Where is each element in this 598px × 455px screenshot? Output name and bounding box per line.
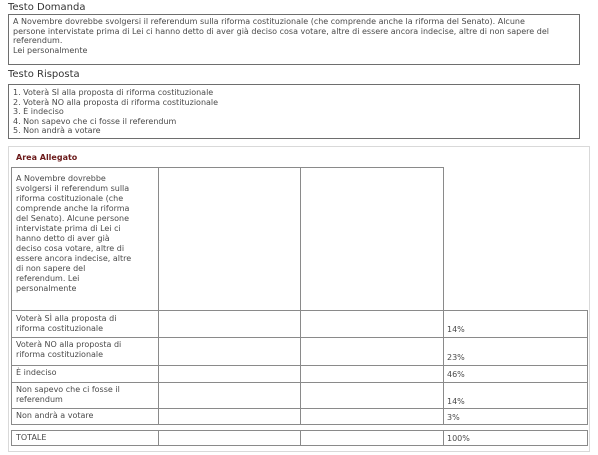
row-percent: 3% — [447, 413, 460, 422]
empty-cell — [158, 167, 301, 311]
empty-cell — [158, 382, 301, 409]
empty-cell — [300, 310, 444, 338]
answer-box — [8, 84, 580, 139]
answer-option: 3. È indeciso — [13, 107, 64, 116]
question-line: persone intervistate prima di Lei ci hanno detto di aver già deciso cosa votare, altre di essere ancora indecise, altre di non sapere del — [13, 26, 549, 36]
row-label: Non andrà a votare — [16, 411, 94, 420]
attachment-title: Area Allegato — [16, 153, 78, 162]
empty-cell — [300, 382, 444, 409]
row-percent: 23% — [447, 353, 465, 362]
total-percent: 100% — [447, 434, 470, 443]
empty-cell — [300, 408, 444, 425]
answer-label: Testo Risposta — [8, 69, 80, 80]
question-line: Lei personalmente — [13, 45, 88, 55]
total-label: TOTALE — [16, 433, 47, 442]
empty-cell — [300, 167, 444, 311]
question-box — [8, 14, 580, 65]
empty-cell — [158, 310, 301, 338]
row-label: Voterà NO alla proposta di riforma costituzionale — [16, 340, 122, 359]
empty-cell — [300, 430, 444, 446]
question-label: Testo Domanda — [8, 2, 86, 13]
question-line: referendum. — [13, 36, 63, 45]
answer-option: 1. Voterà SÌ alla proposta di riforma costituzionale — [13, 88, 214, 97]
empty-cell — [158, 408, 301, 425]
answer-option: 5. Non andrà a votare — [13, 126, 101, 135]
question-line: A Novembre dovrebbe svolgersi il referendum sulla riforma costituzionale (che comprende anche la riforma del Senato). Alcune — [13, 17, 525, 26]
attachment-question-text: A Novembre dovrebbe svolgersi il referendum sulla riforma costituzionale (che comprende anche la riforma del Senato). Alcune persone intervistate prima di Lei ci hanno detto di aver già deciso cosa votare, altre di essere ancora indecise, altre di non sapere del referendum. Lei personalmente — [16, 174, 132, 293]
answer-option: 2. Voterà NO alla proposta di riforma costituzionale — [13, 97, 219, 107]
empty-cell — [300, 337, 444, 366]
row-label: Voterà SÌ alla proposta di riforma costituzionale — [16, 314, 117, 333]
empty-cell — [158, 337, 301, 366]
row-label: Non sapevo che ci fosse il referendum — [16, 385, 120, 404]
empty-cell — [158, 430, 301, 446]
percent-cell — [443, 408, 588, 425]
row-percent: 14% — [447, 397, 465, 406]
empty-cell — [300, 365, 444, 383]
row-percent: 14% — [447, 325, 465, 334]
row-percent: 46% — [447, 370, 465, 379]
answer-option: 4. Non sapevo che ci fosse il referendum — [13, 116, 177, 126]
empty-cell — [158, 365, 301, 383]
row-label: È indeciso — [16, 368, 57, 377]
